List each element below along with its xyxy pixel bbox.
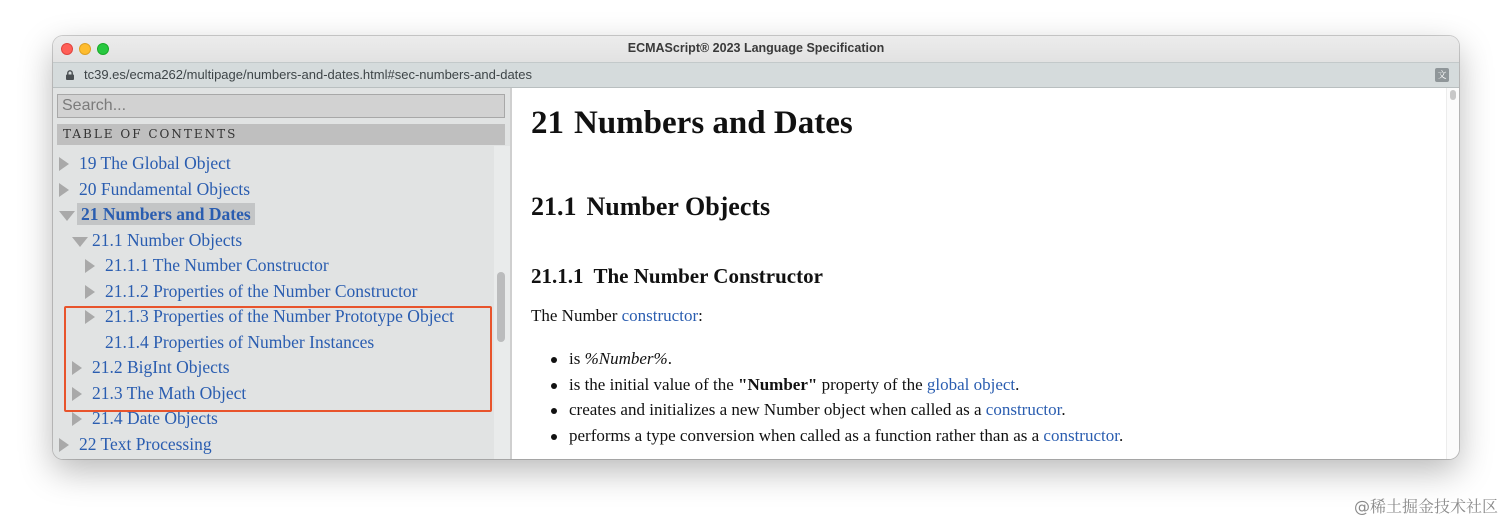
bullet-punct: . <box>667 349 672 368</box>
sidebar-scroll-thumb[interactable] <box>497 272 505 342</box>
main-content <box>512 88 1446 459</box>
list-item <box>531 372 1123 398</box>
section-title: The Number Constructor <box>593 264 823 288</box>
toc-item-label[interactable]: 20 Fundamental Objects <box>79 178 251 199</box>
section-heading-21-1-1 <box>531 264 823 289</box>
section-number: 21 <box>531 105 564 141</box>
section-number: 21.1 <box>531 192 577 221</box>
browser-window <box>53 36 1459 459</box>
toc-list <box>53 146 494 459</box>
section-number: 21.1.1 <box>531 264 584 288</box>
toc-item-label[interactable]: 21.1.1 The Number Constructor <box>105 255 329 275</box>
list-item <box>531 397 1123 423</box>
window-title: ECMAScript® 2023 Language Specification <box>627 41 885 55</box>
annotation-highlight-box <box>64 306 492 412</box>
property-name: "Number" <box>738 374 818 394</box>
page-title <box>531 105 853 142</box>
title-bar <box>53 36 1459 62</box>
collapsed-arrow-icon[interactable] <box>72 412 82 426</box>
bullet-link[interactable]: global object <box>926 374 1016 394</box>
intro-paragraph <box>531 306 703 326</box>
bullet-text: is the initial value of the <box>569 374 739 394</box>
toc-item-label[interactable]: 21.1.2 Properties of the Number Constructor <box>105 280 418 301</box>
main-scroll-thumb[interactable] <box>1450 90 1456 100</box>
toc-item-label[interactable]: 19 The Global Object <box>79 153 231 173</box>
toc-item-label[interactable]: 21 Numbers and Dates <box>77 203 255 225</box>
expanded-arrow-icon[interactable] <box>59 211 75 221</box>
intro-colon: : <box>698 306 703 325</box>
list-item <box>531 346 1123 372</box>
sidebar <box>53 88 510 459</box>
bullet-text: property of the <box>817 374 927 394</box>
collapsed-arrow-icon[interactable] <box>59 438 69 452</box>
expanded-arrow-icon[interactable] <box>72 237 88 247</box>
bullet-list <box>531 346 1123 448</box>
toc-item-label[interactable]: 22 Text Processing <box>79 433 212 454</box>
section-title: Numbers and Dates <box>574 105 853 141</box>
translate-icon[interactable]: 文 <box>1435 68 1449 82</box>
bullet-link[interactable]: constructor <box>985 400 1062 420</box>
toc-header: TABLE OF CONTENTS <box>57 124 505 145</box>
bullet-punct: . <box>1061 400 1066 420</box>
toc-partial-item <box>83 146 413 148</box>
toc-item-label[interactable]: 21.1.3 Properties of the Number Prototype Object <box>105 306 454 326</box>
search-input[interactable] <box>57 94 505 118</box>
toc-item-label[interactable]: 21.1.4 Properties of Number Instances <box>105 331 375 352</box>
toc-item-label[interactable]: 21.2 BigInt Objects <box>92 357 230 377</box>
address-bar[interactable] <box>53 62 1459 88</box>
collapsed-arrow-icon[interactable] <box>59 157 69 171</box>
collapsed-arrow-icon[interactable] <box>85 259 95 273</box>
toc-item-label[interactable]: 21.3 The Math Object <box>92 382 247 403</box>
section-heading-21-1 <box>531 192 770 222</box>
watermark: @稀土掘金技术社区 <box>1353 497 1498 516</box>
lock-icon <box>65 70 75 80</box>
list-item <box>531 423 1123 449</box>
sidebar-scrollbar[interactable] <box>494 146 510 459</box>
bullet-text: performs a type conversion when called as a function rather than as a <box>569 425 1044 445</box>
bullet-link[interactable]: constructor <box>1043 425 1119 445</box>
main-scrollbar[interactable] <box>1446 88 1459 459</box>
url-text[interactable]: tc39.es/ecma262/multipage/numbers-and-dates.html#sec-numbers-and-dates <box>84 67 533 82</box>
collapsed-arrow-icon[interactable] <box>85 285 95 299</box>
section-title: Number Objects <box>586 192 771 221</box>
bullet-text: creates and initializes a new Number object when called as a <box>569 400 986 420</box>
bullet-text: is <box>569 349 585 368</box>
toc-item-label[interactable]: 21.4 Date Objects <box>92 408 218 428</box>
bullet-punct: . <box>1015 374 1020 394</box>
toc-item-label[interactable]: 21.1 Number Objects <box>92 229 243 250</box>
intrinsic-name: %Number% <box>584 349 668 368</box>
collapsed-arrow-icon[interactable] <box>59 183 69 197</box>
bullet-punct: . <box>1118 425 1124 445</box>
constructor-link[interactable]: constructor <box>621 306 699 325</box>
intro-text: The Number <box>531 306 622 325</box>
